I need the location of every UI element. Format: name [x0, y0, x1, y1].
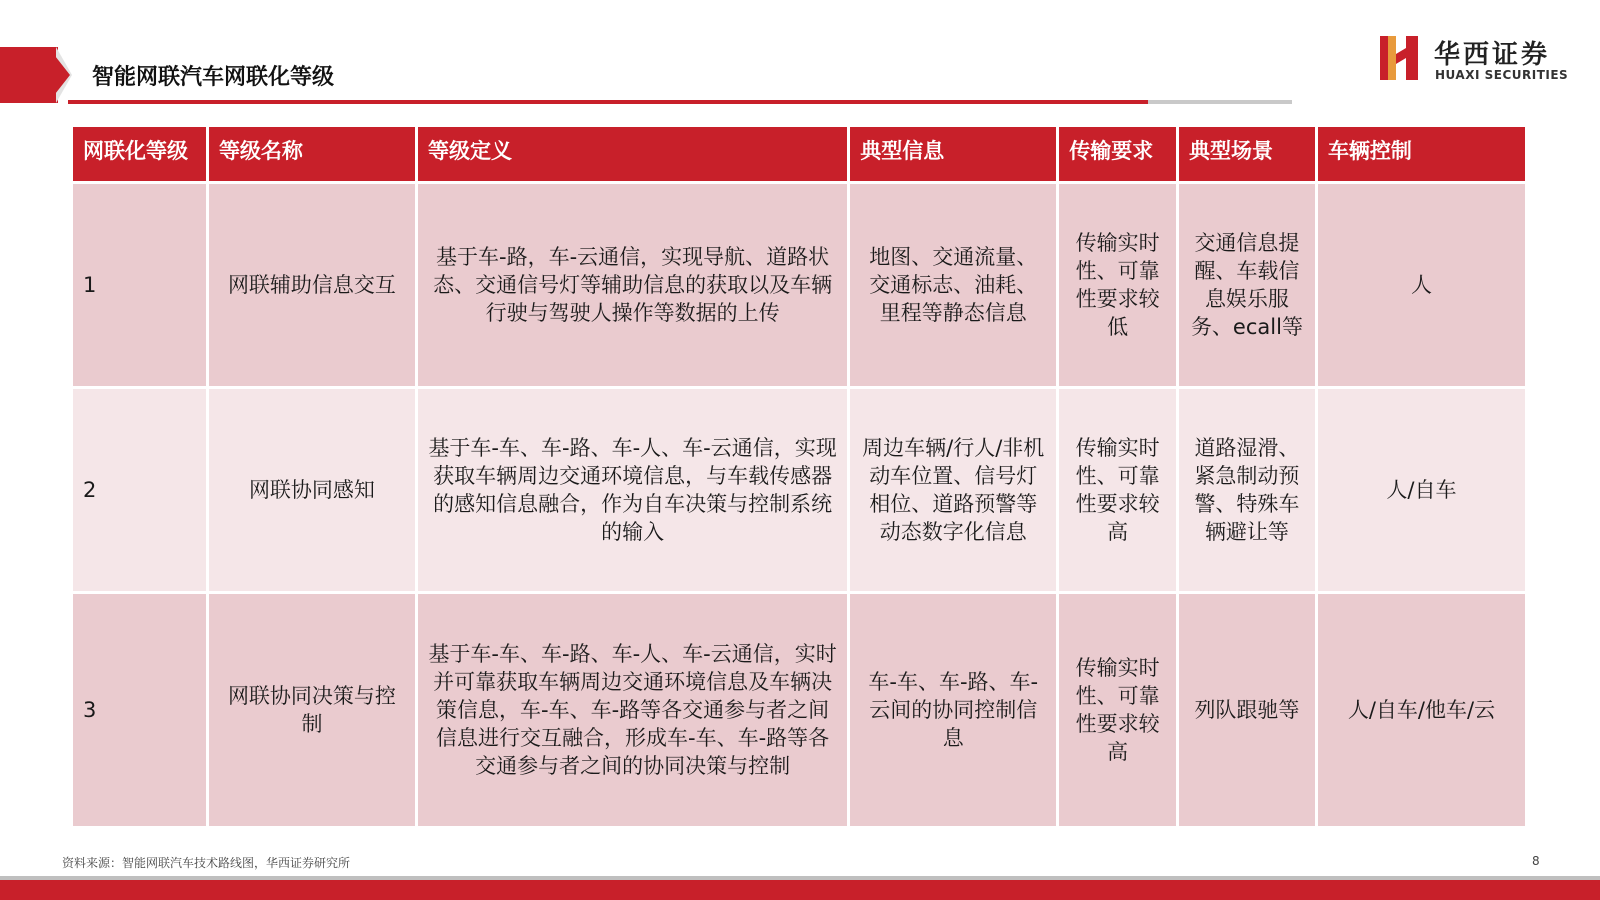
- logo-english-name: HUAXI SECURITIES: [1435, 68, 1569, 82]
- cell-control: 人/自车/他车/云: [1318, 594, 1525, 826]
- table-row: [73, 389, 1525, 591]
- cell-info: 车-车、车-路、车-云间的协同控制信息: [850, 594, 1056, 826]
- cell-control: 人/自车: [1318, 389, 1525, 591]
- cell-scenario: 道路湿滑、紧急制动预警、特殊车辆避让等: [1179, 389, 1315, 591]
- cell-level: 3: [73, 594, 206, 826]
- column-header-transmission: 传输要求: [1059, 127, 1176, 181]
- cell-scenario: 列队跟驰等: [1179, 594, 1315, 826]
- page-title: 智能网联汽车网联化等级: [92, 65, 335, 90]
- cell-transmission: 传输实时性、可靠性要求较高: [1059, 389, 1176, 591]
- column-header-level: 网联化等级: [73, 127, 206, 181]
- title-underline-red: [68, 100, 1148, 104]
- connectivity-level-table: [70, 124, 1528, 829]
- cell-level: 1: [73, 184, 206, 386]
- cell-definition: 基于车-车、车-路、车-人、车-云通信，实时并可靠获取车辆周边交通环境信息及车辆决策信息，车-车、车-路等各交通参与者之间信息进行交互融合，形成车-车、车-路等各交通参与者之间的协同决策与控制: [418, 594, 847, 826]
- cell-transmission: 传输实时性、可靠性要求较低: [1059, 184, 1176, 386]
- cell-definition: 基于车-路，车-云通信，实现导航、道路状态、交通信号灯等辅助信息的获取以及车辆行驶与驾驶人操作等数据的上传: [418, 184, 847, 386]
- logo-chinese-name: 华西证券: [1434, 40, 1551, 70]
- title-underline-gray: [1148, 100, 1292, 104]
- column-header-control: 车辆控制: [1318, 127, 1525, 181]
- cell-scenario: 交通信息提醒、车载信息娱乐服务、ecall等: [1179, 184, 1315, 386]
- cell-transmission: 传输实时性、可靠性要求较高: [1059, 594, 1176, 826]
- source-note: 资料来源：智能网联汽车技术路线图，华西证券研究所: [62, 856, 351, 870]
- footer-band-red: [0, 880, 1600, 900]
- column-header-scenario: 典型场景: [1179, 127, 1315, 181]
- cell-name: 网联协同决策与控制: [209, 594, 415, 826]
- cell-control: 人: [1318, 184, 1525, 386]
- huaxi-logo-icon: [1378, 34, 1424, 82]
- page-number: 8: [1532, 854, 1540, 868]
- column-header-name: 等级名称: [209, 127, 415, 181]
- cell-info: 周边车辆/行人/非机动车位置、信号灯相位、道路预警等动态数字化信息: [850, 389, 1056, 591]
- column-header-definition: 等级定义: [418, 127, 847, 181]
- cell-info: 地图、交通流量、交通标志、油耗、里程等静态信息: [850, 184, 1056, 386]
- table-row: [73, 594, 1525, 826]
- table-header-row: [73, 127, 1525, 181]
- cell-level: 2: [73, 389, 206, 591]
- company-logo: [1378, 32, 1578, 86]
- cell-definition: 基于车-车、车-路、车-人、车-云通信，实现获取车辆周边交通环境信息，与车载传感器的感知信息融合，作为自车决策与控制系统的输入: [418, 389, 847, 591]
- title-tab-chevron: [48, 47, 70, 103]
- table-row: [73, 184, 1525, 386]
- column-header-info: 典型信息: [850, 127, 1056, 181]
- cell-name: 网联辅助信息交互: [209, 184, 415, 386]
- cell-name: 网联协同感知: [209, 389, 415, 591]
